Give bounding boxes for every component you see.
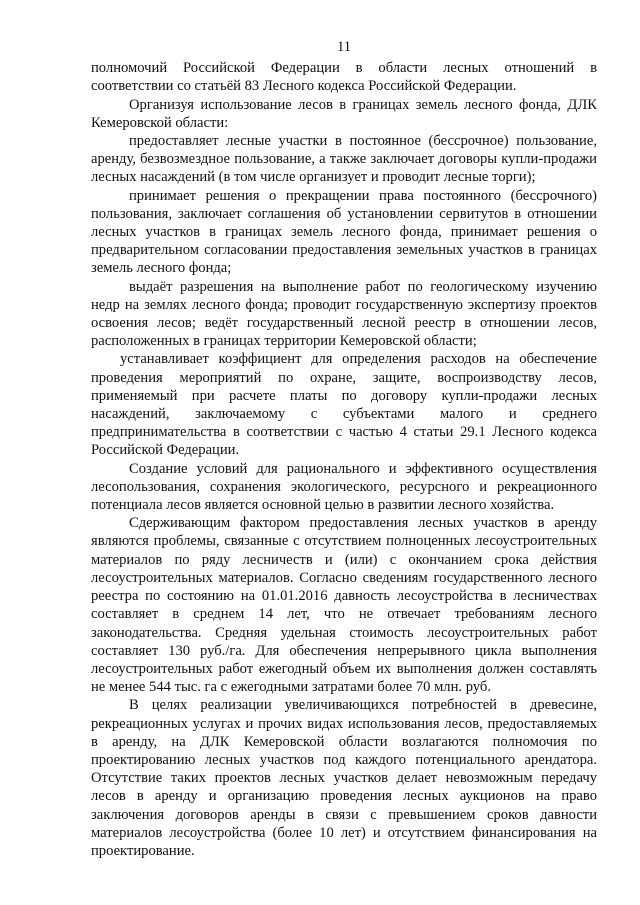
paragraph-constraints: Сдерживающим фактором предоставления лесных участков в аренду являются проблемы, связанные с отсутствием полноценных лесоустроительных материалов по ряду лесничеств и (или) с окончанием срока действия лесоустроительных материалов. Согласно сведениям государственного лесного реестра по состоянию на 01.01.2016 давность лесоустройства в лесничествах составляет в среднем 14 лет, что не отвечает требованиям лесного законодательства. Средняя удельная стоимость лесоустроительных работ составляет 130 руб./га. Для обеспечения непрерывного цикла выполнения лесоустроительных работ ежегодный объем их выполнения должен составлять не менее 544 тыс. га с ежегодными затратами более 70 млн. руб. [91,515,597,696]
paragraph-intro: Организуя использование лесов в границах земель лесного фонда, ДЛК Кемеровской области: [91,96,597,131]
list-item-coefficient: устанавливает коэффициент для определения расходов на обеспечение проведения мероприятий по охране, защите, воспроизводству лесов, применяемый при расчете платы по договору купли-продажи лесных насаждений, заключаемому с субъектами малого и среднего предпринимательства в соответствии с частью 4 статьи 29.1 Лесного кодекса Российской Федерации. [91,351,597,459]
paragraph-demand: В целях реализации увеличивающихся потребностей в древесине, рекреационных услугах и прочих видах использования лесов, предоставляемых в аренду, на ДЛК Кемеровской области возлагаются полномочия по проектированию лесных участков под каждого потенциального арендатора. Отсутствие таких проектов лесных участков делает невозможным передачу лесов в аренду и организацию проведения лесных аукционов на право заключения договоров аренды в связи с превышением сроков давности материалов лесоустройства (более 10 лет) и отсутствием финансирования на проектирование. [91,697,597,859]
paragraph-continuation: полномочий Российской Федерации в области лесных отношений в соответствии со статьёй 83 Лесного кодекса Российской Федерации. [91,60,597,95]
paragraph-goal: Создание условий для рационального и эффективного осуществления лесопользования, сохранения экологического, ресурсного и рекреационного потенциала лесов является основной целью в развитии лесного хозяйства. [91,460,597,514]
document-page [91,38,597,860]
list-item-permits: выдаёт разрешения на выполнение работ по геологическому изучению недр на землях лесного фонда; проводит государственную экспертизу проектов освоения лесов; ведёт государственный лесной реестр в отношении лесов, расположенных в границах территории Кемеровской области; [91,278,597,350]
list-item-provides-plots: предоставляет лесные участки в постоянное (бессрочное) пользование, аренду, безвозмездное пользование, а также заключает договоры купли-продажи лесных насаждений (в том числе организует и проводит лесные торги); [91,133,597,186]
list-item-decisions: принимает решения о прекращении права постоянного (бессрочного) пользования, заключает соглашения об установлении сервитутов в отношении лесных участков в границах земель лесного фонда, принимает решения о предварительном согласовании предоставления земельных участков в границах земель лесного фонда; [91,187,597,277]
page-number: 11 [336,39,352,55]
